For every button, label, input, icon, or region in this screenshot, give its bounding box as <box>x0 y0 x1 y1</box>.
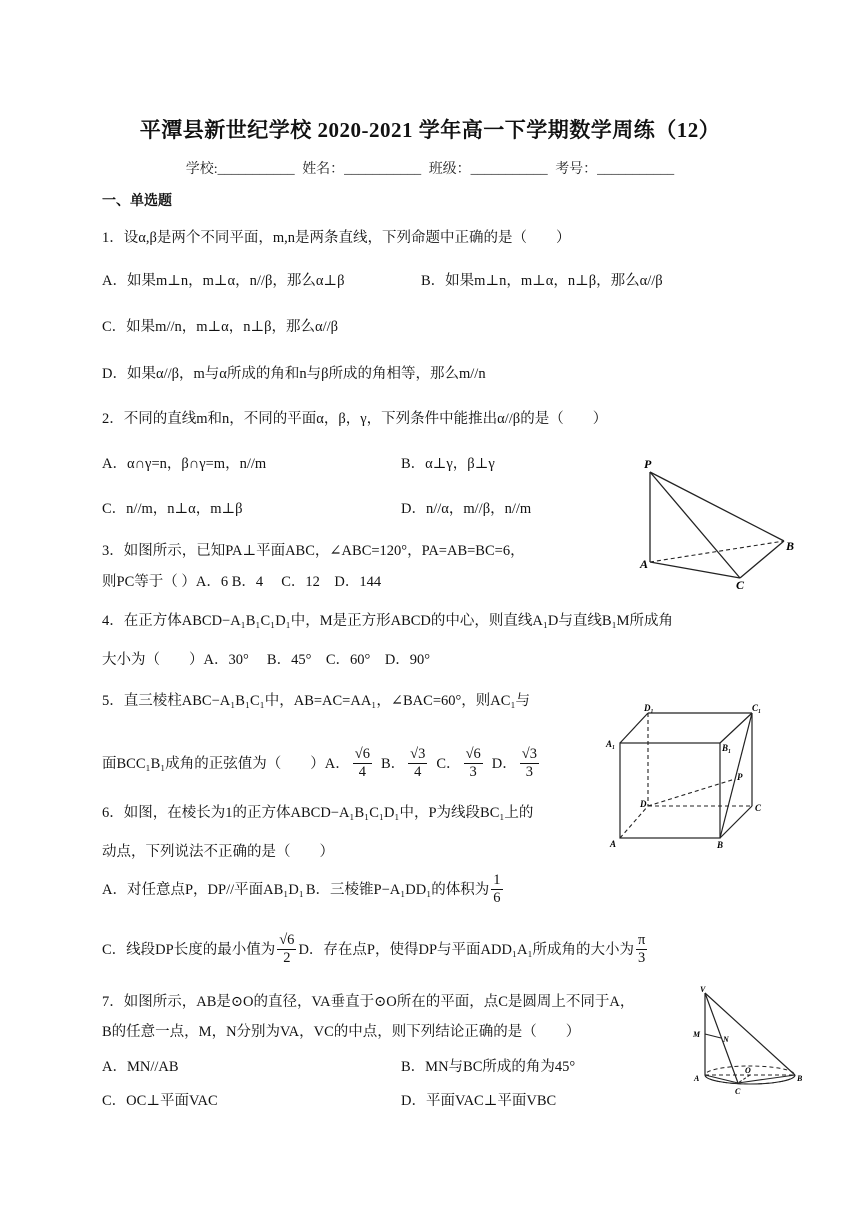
q3-pyramid-figure <box>636 455 806 590</box>
q5-c-num: √6 <box>465 746 481 762</box>
q6-option-a: A．对任意点P，DP//平面AB₁D₁ <box>102 881 304 898</box>
q6-options-ab <box>102 872 503 907</box>
label-m: M <box>693 1030 701 1039</box>
q1-option-b: B．如果m⊥n，m⊥α，n⊥β，那么α//β <box>421 273 663 289</box>
q2-option-a: A．α∩γ=n，β∩γ=m，n//m <box>102 456 267 472</box>
school-field[interactable]: 学校:___________ <box>185 162 295 177</box>
q2-option-b: B．α⊥γ，β⊥γ <box>401 456 495 472</box>
label-b: B <box>717 840 724 850</box>
q1-option-a: A．如果m⊥n，m⊥α，n//β，那么α⊥β <box>102 273 345 289</box>
q6-d-den: 3 <box>638 950 646 966</box>
q6-line2: 动点，下列说法不正确的是（ ） <box>102 844 334 860</box>
label-a: A <box>640 557 649 571</box>
q7-line2: B的任意一点，M，N分别为VA，VC的中点，则下列结论正确的是（ ） <box>102 1024 581 1040</box>
q7-option-d: D．平面VAC⊥平面VBC <box>401 1093 557 1109</box>
label-c: C <box>755 803 762 813</box>
q1-option-c: C．如果m//n，m⊥α，n⊥β，那么α//β <box>102 319 339 335</box>
q3-line2: 则PC等于（ ）A．6 B．4 C．12 D．144 <box>102 574 382 590</box>
q3-stem: 3．如图所示，已知PA⊥平面ABC，∠ABC=120°，PA=AB=BC=6， <box>102 543 525 559</box>
label-d1: D₁ <box>644 703 654 713</box>
q6-option-b-prefix: B．三棱锥P−A₁DD₁的体积为 <box>305 881 490 898</box>
name-field[interactable]: 姓名：___________ <box>302 162 422 177</box>
q5-frac-a <box>353 746 372 781</box>
q5-a-den: 4 <box>358 764 367 780</box>
label-o: O <box>745 1066 751 1075</box>
q5-prefix: 面BCC₁B₁成角的正弦值为（ ）A． <box>102 755 350 772</box>
q4-stem: 4．在正方体ABCD−A₁B₁C₁D₁中，M是正方形ABCD的中心，则直线A₁D与直线B₁M所成角 <box>102 613 674 629</box>
q6-frac-d <box>636 932 647 967</box>
q1-stem: 1．设α,β是两个不同平面，m,n是两条直线，下列命题中正确的是（ ） <box>102 230 571 246</box>
section-heading: 一、单选题 <box>102 193 172 209</box>
q6-cube-figure <box>604 703 774 851</box>
label-a: A <box>610 839 617 849</box>
q6-frac-b <box>491 872 502 907</box>
label-b1: B₁ <box>722 743 732 753</box>
q6-d-num: π <box>638 932 646 948</box>
label-d: D <box>640 799 647 809</box>
label-a1: A₁ <box>606 739 616 749</box>
q5-frac-b <box>408 746 427 781</box>
q7-option-c: C．OC⊥平面VAC <box>102 1093 218 1109</box>
class-field[interactable]: 班级：___________ <box>428 162 548 177</box>
q5-d-den: 3 <box>525 764 533 780</box>
number-field[interactable]: 考号：___________ <box>555 162 675 177</box>
label-v: V <box>700 985 706 994</box>
label-c: C <box>735 1087 741 1096</box>
q5-line2 <box>102 746 539 781</box>
label-p: P <box>644 457 652 471</box>
label-c1: C₁ <box>752 703 762 713</box>
q5-d-label: D． <box>491 755 517 772</box>
q7-option-b: B．MN与BC所成的角为45° <box>401 1059 576 1075</box>
q5-b-num: √3 <box>410 746 426 762</box>
q1-option-d: D．如果α//β，m与α所成的角和n与β所成的角相等，那么m//n <box>102 366 486 382</box>
q2-stem: 2．不同的直线m和n，不同的平面α，β，γ，下列条件中能推出α//β的是（ ） <box>102 411 608 427</box>
q7-cone-figure <box>690 985 805 1100</box>
label-b: B <box>786 539 795 553</box>
q6-options-cd <box>102 932 647 967</box>
q5-c-label: C． <box>436 755 461 772</box>
student-info <box>0 158 860 178</box>
q5-frac-d <box>520 746 539 781</box>
q6-option-d-prefix: D．存在点P，使得DP与平面ADD₁A₁所成角的大小为 <box>298 941 635 958</box>
q4-line2: 大小为（ ）A．30° B．45° C．60° D．90° <box>102 652 431 668</box>
q5-frac-c <box>464 746 483 781</box>
q6-option-c-prefix: C．线段DP长度的最小值为 <box>102 941 276 958</box>
label-b: B <box>797 1074 803 1083</box>
label-a: A <box>694 1074 700 1083</box>
q7-stem: 7．如图所示，AB是⊙O的直径，VA垂直于⊙O所在的平面，点C是圆周上不同于A， <box>102 994 635 1010</box>
q5-d-num: √3 <box>521 746 537 762</box>
q2-option-c: C．n//m，n⊥α，m⊥β <box>102 501 243 517</box>
page-title: 平潭县新世纪学校 2020-2021 学年高一下学期数学周练（12） <box>139 118 721 142</box>
q6-c-num: √6 <box>279 932 295 948</box>
q6-b-den: 6 <box>493 890 501 906</box>
label-n: N <box>723 1035 729 1044</box>
label-p: P <box>737 772 743 782</box>
q5-b-den: 4 <box>414 764 422 780</box>
q6-stem: 6．如图，在棱长为1的正方体ABCD−A₁B₁C₁D₁中，P为线段BC₁上的 <box>102 805 534 821</box>
q6-c-den: 2 <box>283 950 291 966</box>
q2-option-d: D．n//α，m//β，n//m <box>401 501 532 517</box>
q5-c-den: 3 <box>469 764 477 780</box>
q6-frac-c <box>277 932 296 967</box>
label-c: C <box>736 578 745 592</box>
q5-b-label: B． <box>381 755 406 772</box>
q5-stem: 5．直三棱柱ABC−A₁B₁C₁中，AB=AC=AA₁，∠BAC=60°，则AC₁与 <box>102 693 530 709</box>
q6-b-num: 1 <box>493 872 501 888</box>
q7-option-a: A．MN//AB <box>102 1059 179 1075</box>
q5-a-num: √6 <box>354 746 370 762</box>
